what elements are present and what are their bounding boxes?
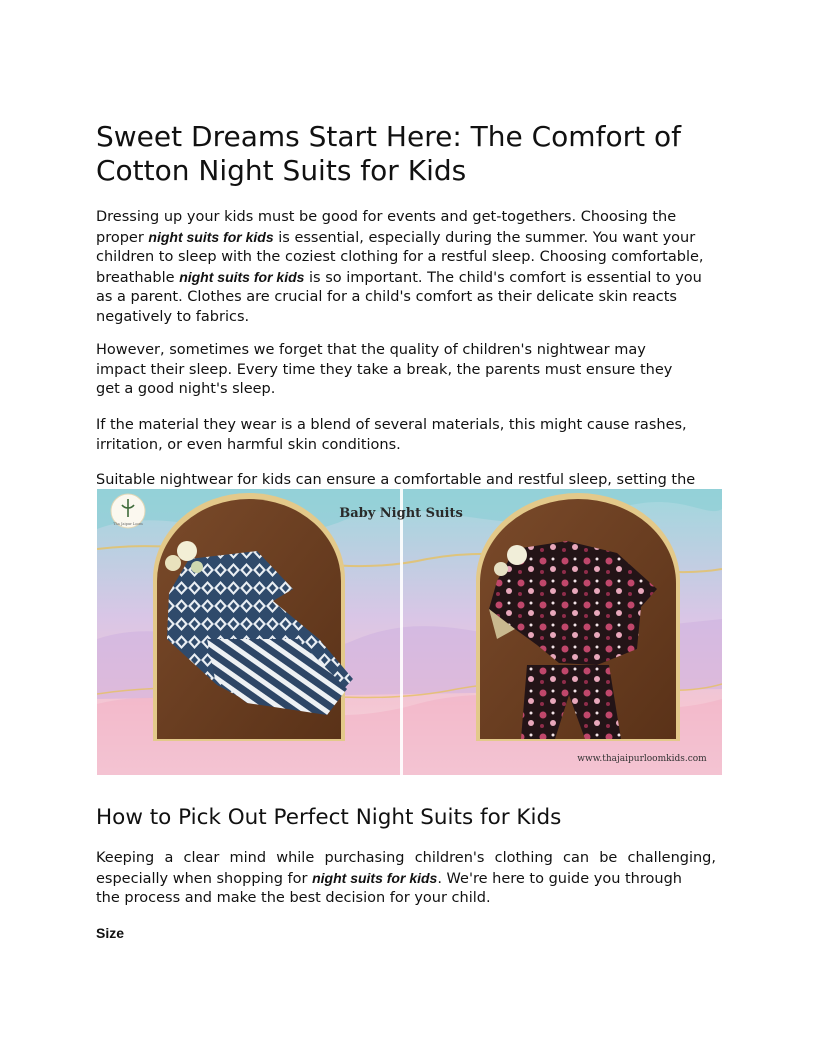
- paragraph-suitable: [96, 471, 716, 491]
- product-banner-image: [97, 489, 722, 775]
- text-line: children to sleep with the coziest clothing for a restful sleep. Choosing comfortable,: [96, 249, 704, 265]
- page-title: [96, 120, 716, 188]
- text-run: especially when shopping for: [96, 870, 313, 887]
- logo-text: Tha Jaipur Loom: [113, 522, 143, 526]
- text-line: [96, 268, 716, 289]
- paragraph-quality: [96, 341, 716, 400]
- text-line: the process and make the best decision for your child.: [96, 890, 491, 906]
- paragraph-intro: [96, 208, 716, 327]
- paragraph-material: [96, 416, 716, 455]
- text-line: negatively to fabrics.: [96, 308, 250, 325]
- banner-website: www.thajaipurloomkids.com: [577, 754, 707, 764]
- emphasis-keyword: night suits for kids: [179, 268, 305, 285]
- text-run: breathable: [96, 269, 180, 286]
- text-line: impact their sleep. Every time they take a break, the parents must ensure they: [96, 361, 673, 378]
- text-run: is so important. The child's comfort is essential to you: [304, 269, 702, 286]
- text-line: However, sometimes we forget that the quality of children's nightwear may: [96, 342, 646, 358]
- title-line-1: Sweet Dreams Start Here: The Comfort of: [96, 120, 681, 153]
- text-line: Suitable nightwear for kids can ensure a comfortable and restful sleep, setting the: [96, 472, 696, 488]
- text-line: [96, 228, 716, 249]
- text-line: Keeping a clear mind while purchasing children's clothing can be challenging,: [96, 850, 716, 866]
- subheading-size: Size: [96, 925, 125, 941]
- text-line: as a parent. Clothes are crucial for a child's comfort as their delicate skin reacts: [96, 289, 677, 305]
- emphasis-keyword: night suits for kids: [148, 228, 274, 245]
- text-run: . We're here to guide you through: [437, 870, 682, 887]
- text-line: [96, 869, 716, 890]
- section-heading: How to Pick Out Perfect Night Suits for Kids: [96, 805, 562, 830]
- text-line: irritation, or even harmful skin conditions.: [96, 436, 401, 453]
- text-line: Dressing up your kids must be good for events and get-togethers. Choosing the: [96, 209, 677, 225]
- text-line: If the material they wear is a blend of several materials, this might cause rashes,: [96, 417, 687, 433]
- title-line-2: Cotton Night Suits for Kids: [96, 154, 467, 187]
- emphasis-keyword: night suits for kids: [312, 869, 438, 886]
- paragraph-guide: [96, 849, 716, 909]
- text-run: is essential, especially during the summer. You want your: [273, 229, 696, 246]
- banner-illustration: [97, 489, 722, 775]
- banner-title: Baby Night Suits: [339, 506, 463, 521]
- text-run: proper: [96, 229, 149, 246]
- text-line: get a good night's sleep.: [96, 381, 276, 397]
